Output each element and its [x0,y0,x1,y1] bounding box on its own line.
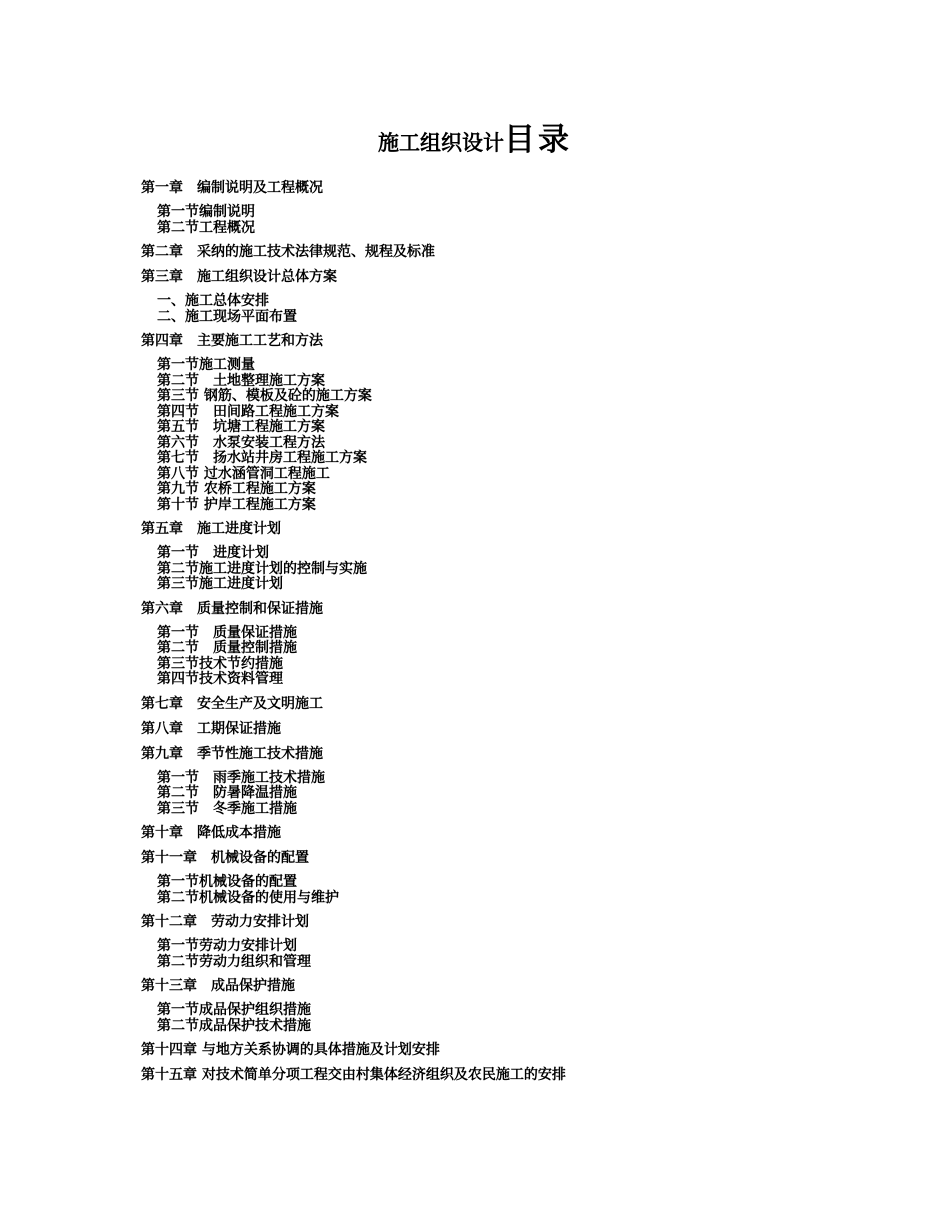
toc-chapter-12: 第十二章 劳动力安排计划 [141,914,309,930]
toc-section: 第二节 防暑降温措施 [157,785,297,801]
toc-section: 第二节施工进度计划的控制与实施 [157,560,367,577]
toc-section: 第一节 雨季施工技术措施 [157,769,325,786]
toc-chapter-4: 第四章 主要施工工艺和方法 [141,333,323,349]
toc-chapter-15: 第十五章 对技术简单分项工程交由村集体经济组织及农民施工的安排 [141,1067,566,1083]
toc-section: 第四节技术资料管理 [157,671,283,687]
toc-section: 第二节工程概况 [157,219,255,236]
title-toc-text: 目录 [504,122,572,158]
toc-chapter-10: 第十章 降低成本措施 [141,825,281,841]
toc-chapter-2: 第二章 采纳的施工技术法律规范、规程及标准 [141,244,435,260]
toc-chapter-6: 第六章 质量控制和保证措施 [141,600,323,617]
toc-section: 第二节劳动力组织和管理 [157,953,311,970]
toc-section: 第一节 质量保证措施 [157,624,297,641]
toc-section: 第一节成品保护组织措施 [157,1002,311,1018]
toc-section: 第三节 冬季施工措施 [157,800,297,817]
toc-section: 第四节 田间路工程施工方案 [157,403,339,420]
toc-chapter-14: 第十四章 与地方关系协调的具体措施及计划安排 [141,1042,440,1058]
toc-chapter-8: 第八章 工期保证措施 [141,720,281,737]
toc-chapter-4-sections [141,358,841,513]
toc-section: 第一节 进度计划 [157,545,269,561]
toc-chapter-11: 第十一章 机械设备的配置 [141,850,309,866]
toc-chapter-9-sections [141,771,841,818]
toc-section: 第八节 过水涵管洞工程施工 [157,465,330,482]
toc-chapter-3: 第三章 施工组织设计总体方案 [141,269,337,285]
toc-section: 第十节 护岸工程施工方案 [157,496,316,513]
toc-chapter-13-sections [141,1003,841,1034]
toc-chapter-3-sections [141,294,841,325]
table-of-contents [141,180,841,1084]
toc-chapter-1: 第一章 编制说明及工程概况 [141,180,323,196]
toc-chapter-12-sections [141,939,841,970]
toc-chapter-11-sections [141,875,841,906]
toc-chapter-1-sections [141,205,841,236]
toc-section: 第一节施工测量 [157,357,255,373]
toc-section: 第二节成品保护技术措施 [157,1017,311,1034]
toc-section: 第一节机械设备的配置 [157,874,297,890]
title-text: 施工组织设计 [378,130,504,155]
toc-chapter-5: 第五章 施工进度计划 [141,521,281,537]
page-title [0,114,950,159]
toc-chapter-7: 第七章 安全生产及文明施工 [141,695,323,712]
toc-section: 第二节 质量控制措施 [157,640,297,656]
toc-section: 第三节技术节约措施 [157,655,283,672]
toc-section: 第一节编制说明 [157,204,255,220]
toc-section: 第三节施工进度计划 [157,576,283,592]
toc-section: 第二节机械设备的使用与维护 [157,889,339,906]
toc-section: 第五节 坑塘工程施工方案 [157,419,325,435]
toc-section: 二、施工现场平面布置 [157,308,297,325]
toc-section: 第二节 土地整理施工方案 [157,372,325,389]
toc-section: 第七节 扬水站井房工程施工方案 [157,450,367,466]
toc-section: 第九节 农桥工程施工方案 [157,481,316,497]
toc-section: 第六节 水泵安装工程方法 [157,434,325,451]
toc-chapter-5-sections [141,546,841,593]
toc-chapter-9: 第九章 季节性施工技术措施 [141,745,323,762]
toc-section: 一、施工总体安排 [157,293,269,309]
toc-chapter-13: 第十三章 成品保护措施 [141,978,295,994]
toc-chapter-6-sections [141,626,841,688]
toc-section: 第三节 钢筋、模板及砼的施工方案 [157,388,372,404]
toc-section: 第一节劳动力安排计划 [157,938,297,954]
